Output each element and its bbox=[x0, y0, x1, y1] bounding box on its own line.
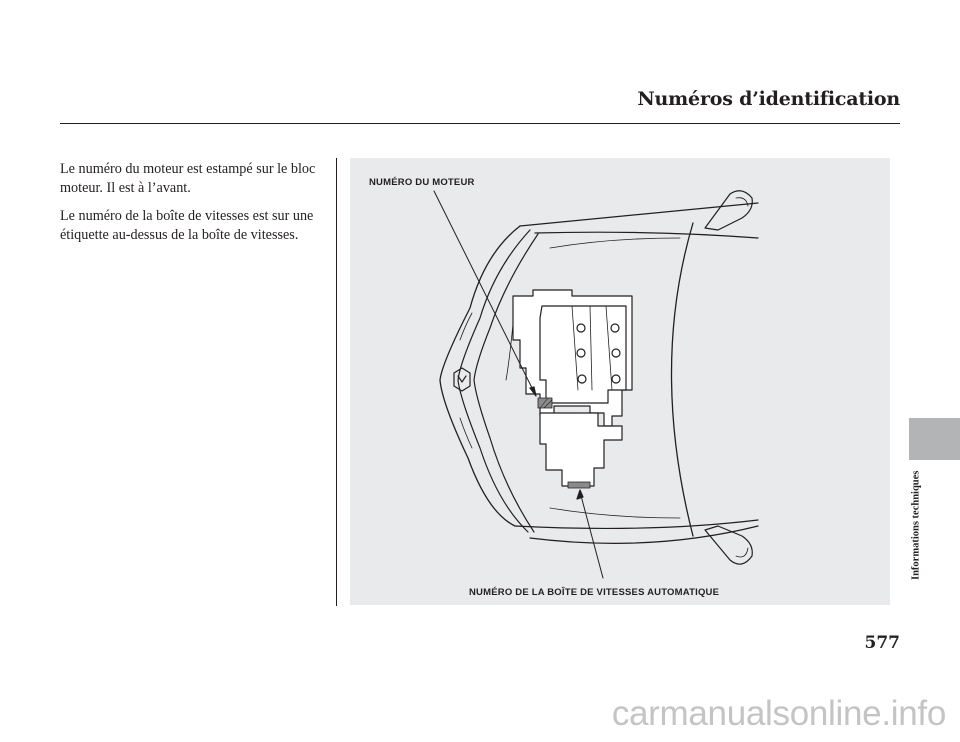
body-text bbox=[60, 160, 328, 254]
chapter-tab bbox=[909, 418, 960, 460]
car-top-view-drawing bbox=[350, 158, 890, 605]
engine-number-label: NUMÉRO DU MOTEUR bbox=[369, 177, 475, 188]
column-divider bbox=[336, 158, 337, 606]
chapter-tab-label: Informations techniques bbox=[910, 470, 922, 580]
section-title: Numéros d’identification bbox=[637, 88, 900, 110]
header-rule bbox=[60, 123, 900, 124]
paragraph-transmission-number: Le numéro de la boîte de vitesses est sur une étiquette au-dessus de la boîte de vitesses. bbox=[60, 208, 314, 243]
engine-bay-illustration bbox=[350, 158, 890, 605]
page-number: 577 bbox=[864, 633, 900, 653]
paragraph-engine-number: Le numéro du moteur est estampé sur le bloc moteur. Il est à l’avant. bbox=[60, 161, 316, 196]
transmission-number-label: NUMÉRO DE LA BOÎTE DE VITESSES AUTOMATIQUE bbox=[469, 587, 720, 598]
watermark: carmanualsonline.info bbox=[611, 694, 946, 733]
